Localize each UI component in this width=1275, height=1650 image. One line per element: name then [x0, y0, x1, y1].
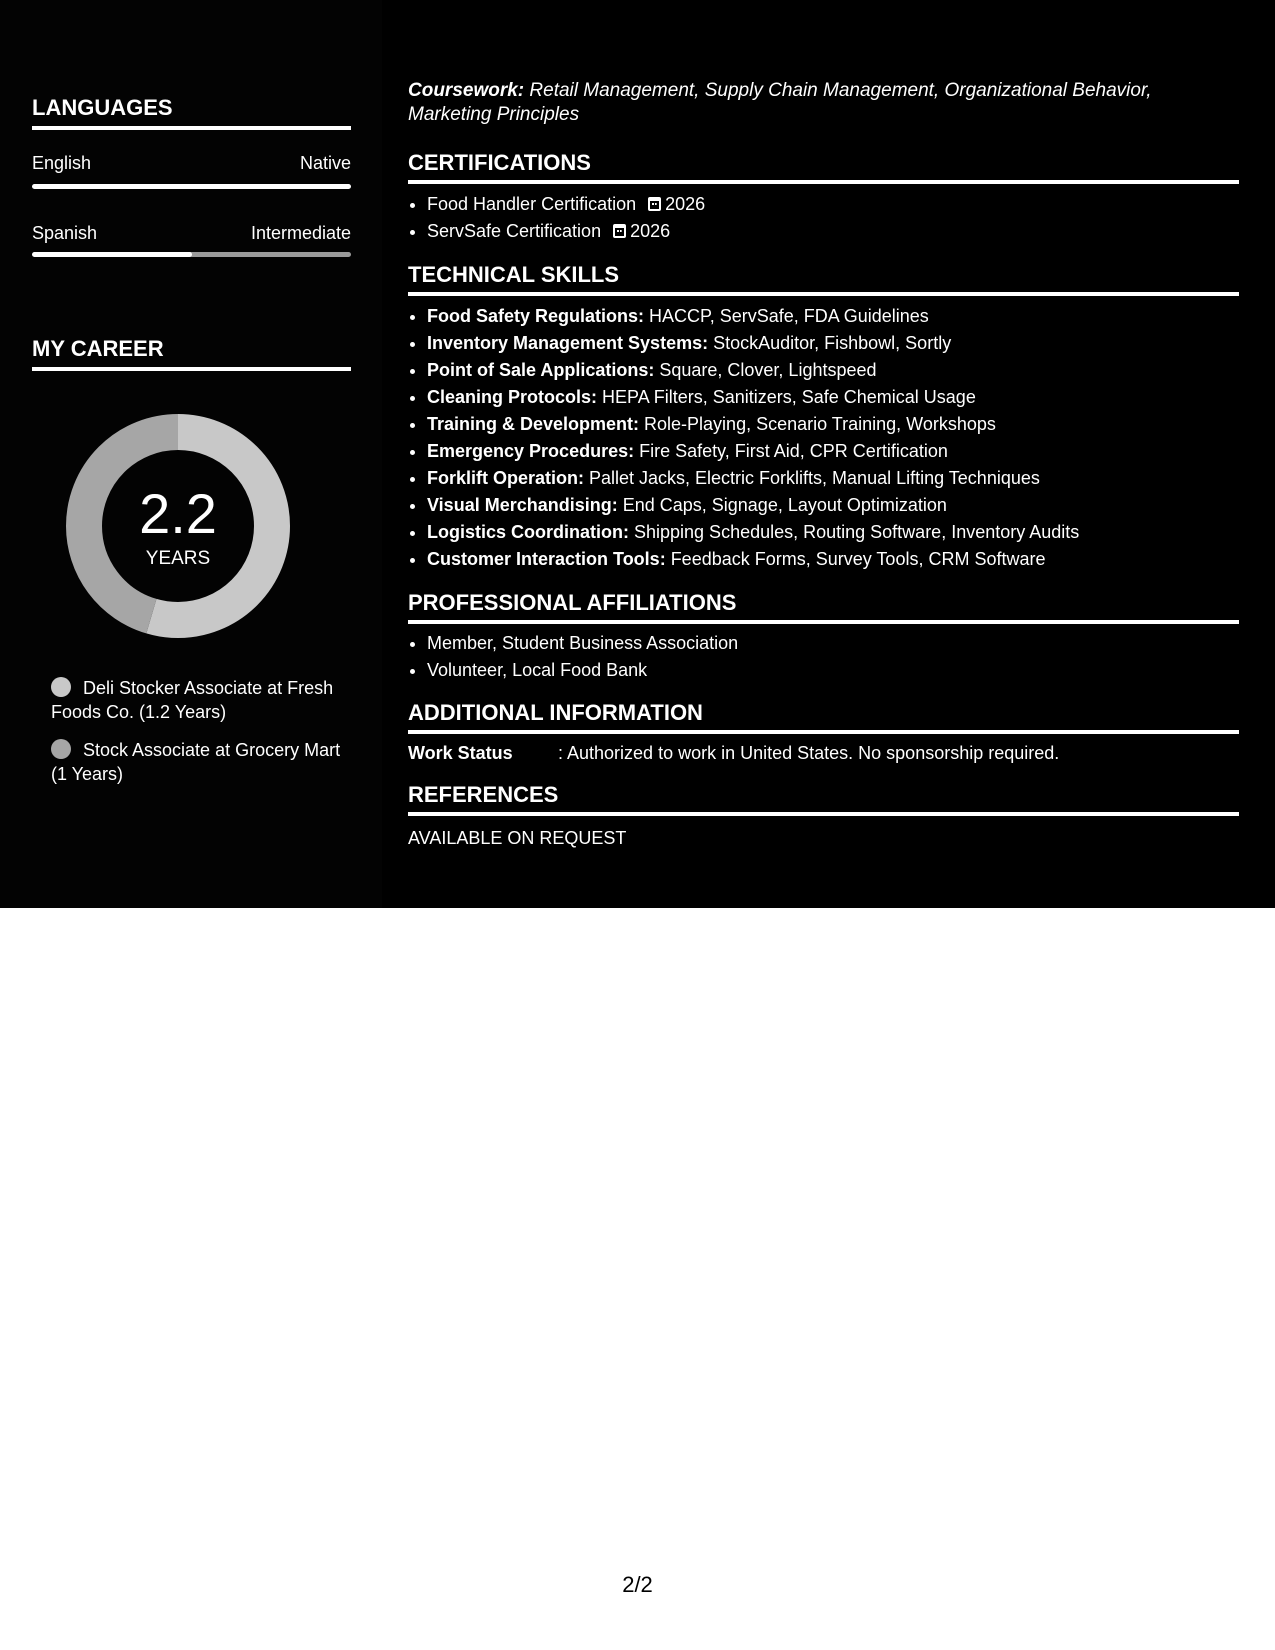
affiliation-item: • Volunteer, Local Food Bank	[427, 657, 1258, 684]
affiliation-item: • Member, Student Business Association	[427, 630, 1258, 657]
language-bar-fill	[32, 184, 351, 189]
language-bar-fill	[32, 252, 192, 257]
skill-label: Food Safety Regulations:	[427, 306, 645, 326]
work-status-label: Work Status	[408, 743, 513, 763]
work-status	[408, 741, 1239, 765]
skill-label: Customer Interaction Tools:	[427, 549, 666, 569]
affiliations-list	[408, 630, 1258, 684]
career-donut-chart	[66, 414, 290, 638]
certification-name: ServSafe Certification	[427, 221, 602, 241]
career-legend-item	[51, 738, 341, 786]
coursework-label: Coursework:	[408, 80, 525, 101]
skill-item	[427, 519, 1258, 546]
skill-text: Feedback Forms, Survey Tools, CRM Software	[665, 549, 1046, 569]
skill-item	[427, 411, 1258, 438]
coursework	[408, 79, 1239, 127]
language-level: Intermediate	[250, 223, 351, 243]
technical-skills-list	[408, 303, 1258, 573]
career-legend-label: Stock Associate at Grocery Mart (1 Years)	[51, 740, 341, 784]
skill-item	[427, 384, 1258, 411]
certifications-list	[408, 191, 1258, 245]
skill-label: Forklift Operation:	[427, 468, 584, 488]
skill-label: Inventory Management Systems:	[427, 333, 709, 353]
language-name: English	[32, 153, 92, 173]
skill-label: Cleaning Protocols:	[427, 387, 598, 407]
career-legend-label: Deli Stocker Associate at Fresh Foods Co. (1.2 Years)	[51, 678, 334, 722]
career-legend-item	[51, 676, 341, 724]
references-heading: REFERENCES	[408, 782, 1239, 816]
technical-skills-heading: TECHNICAL SKILLS	[408, 262, 1239, 296]
certification-year: 2026	[665, 194, 706, 214]
language-level: Native	[299, 153, 351, 173]
skill-item	[427, 438, 1258, 465]
certification-name: Food Handler Certification	[427, 194, 637, 214]
page-number: 2/2	[622, 1572, 653, 1597]
certification-item	[427, 218, 1258, 245]
skill-item	[427, 357, 1258, 384]
work-status-value: : Authorized to work in United States. No sponsorship required.	[558, 743, 1060, 763]
skill-text: StockAuditor, Fishbowl, Sortly	[708, 333, 952, 353]
skill-item	[427, 330, 1258, 357]
skill-label: Point of Sale Applications:	[427, 360, 655, 380]
certifications-heading: CERTIFICATIONS	[408, 150, 1239, 184]
calendar-icon	[613, 224, 626, 238]
skill-item	[427, 492, 1258, 519]
certification-item	[427, 191, 1258, 218]
skill-text: HACCP, ServSafe, FDA Guidelines	[644, 306, 929, 326]
skill-text: HEPA Filters, Sanitizers, Safe Chemical Usage	[597, 387, 976, 407]
career-heading: MY CAREER	[32, 336, 351, 371]
skill-text: Square, Clover, Lightspeed	[654, 360, 877, 380]
legend-dot-icon	[51, 739, 71, 759]
skill-text: Pallet Jacks, Electric Forklifts, Manual Lifting Techniques	[584, 468, 1040, 488]
career-total-years: 2.2	[139, 482, 217, 545]
skill-label: Visual Merchandising:	[427, 495, 618, 515]
skill-text: Fire Safety, First Aid, CPR Certification	[634, 441, 948, 461]
certification-year: 2026	[630, 221, 671, 241]
language-name: Spanish	[32, 223, 98, 243]
skill-label: Training & Development:	[427, 414, 640, 434]
language-row-spanish	[32, 222, 351, 244]
skill-text: End Caps, Signage, Layout Optimization	[617, 495, 947, 515]
skill-label: Logistics Coordination:	[427, 522, 629, 542]
skill-item	[427, 546, 1258, 573]
coursework-text: Retail Management, Supply Chain Management, Organizational Behavior, Marketing Principles	[408, 80, 1152, 125]
skill-item	[427, 303, 1258, 330]
language-bar-spanish	[32, 252, 351, 257]
calendar-icon	[648, 197, 661, 211]
skill-item	[427, 465, 1258, 492]
additional-information-heading: ADDITIONAL INFORMATION	[408, 700, 1239, 734]
career-years-unit: YEARS	[145, 548, 211, 569]
languages-heading: LANGUAGES	[32, 95, 351, 130]
legend-dot-icon	[51, 677, 71, 697]
skill-text: Role-Playing, Scenario Training, Workshops	[639, 414, 996, 434]
skill-text: Shipping Schedules, Routing Software, Inventory Audits	[629, 522, 1080, 542]
affiliations-heading: PROFESSIONAL AFFILIATIONS	[408, 590, 1239, 624]
skill-label: Emergency Procedures:	[427, 441, 635, 461]
references-text: AVAILABLE ON REQUEST	[408, 828, 627, 848]
language-row-english	[32, 152, 351, 174]
language-bar-english	[32, 184, 351, 189]
